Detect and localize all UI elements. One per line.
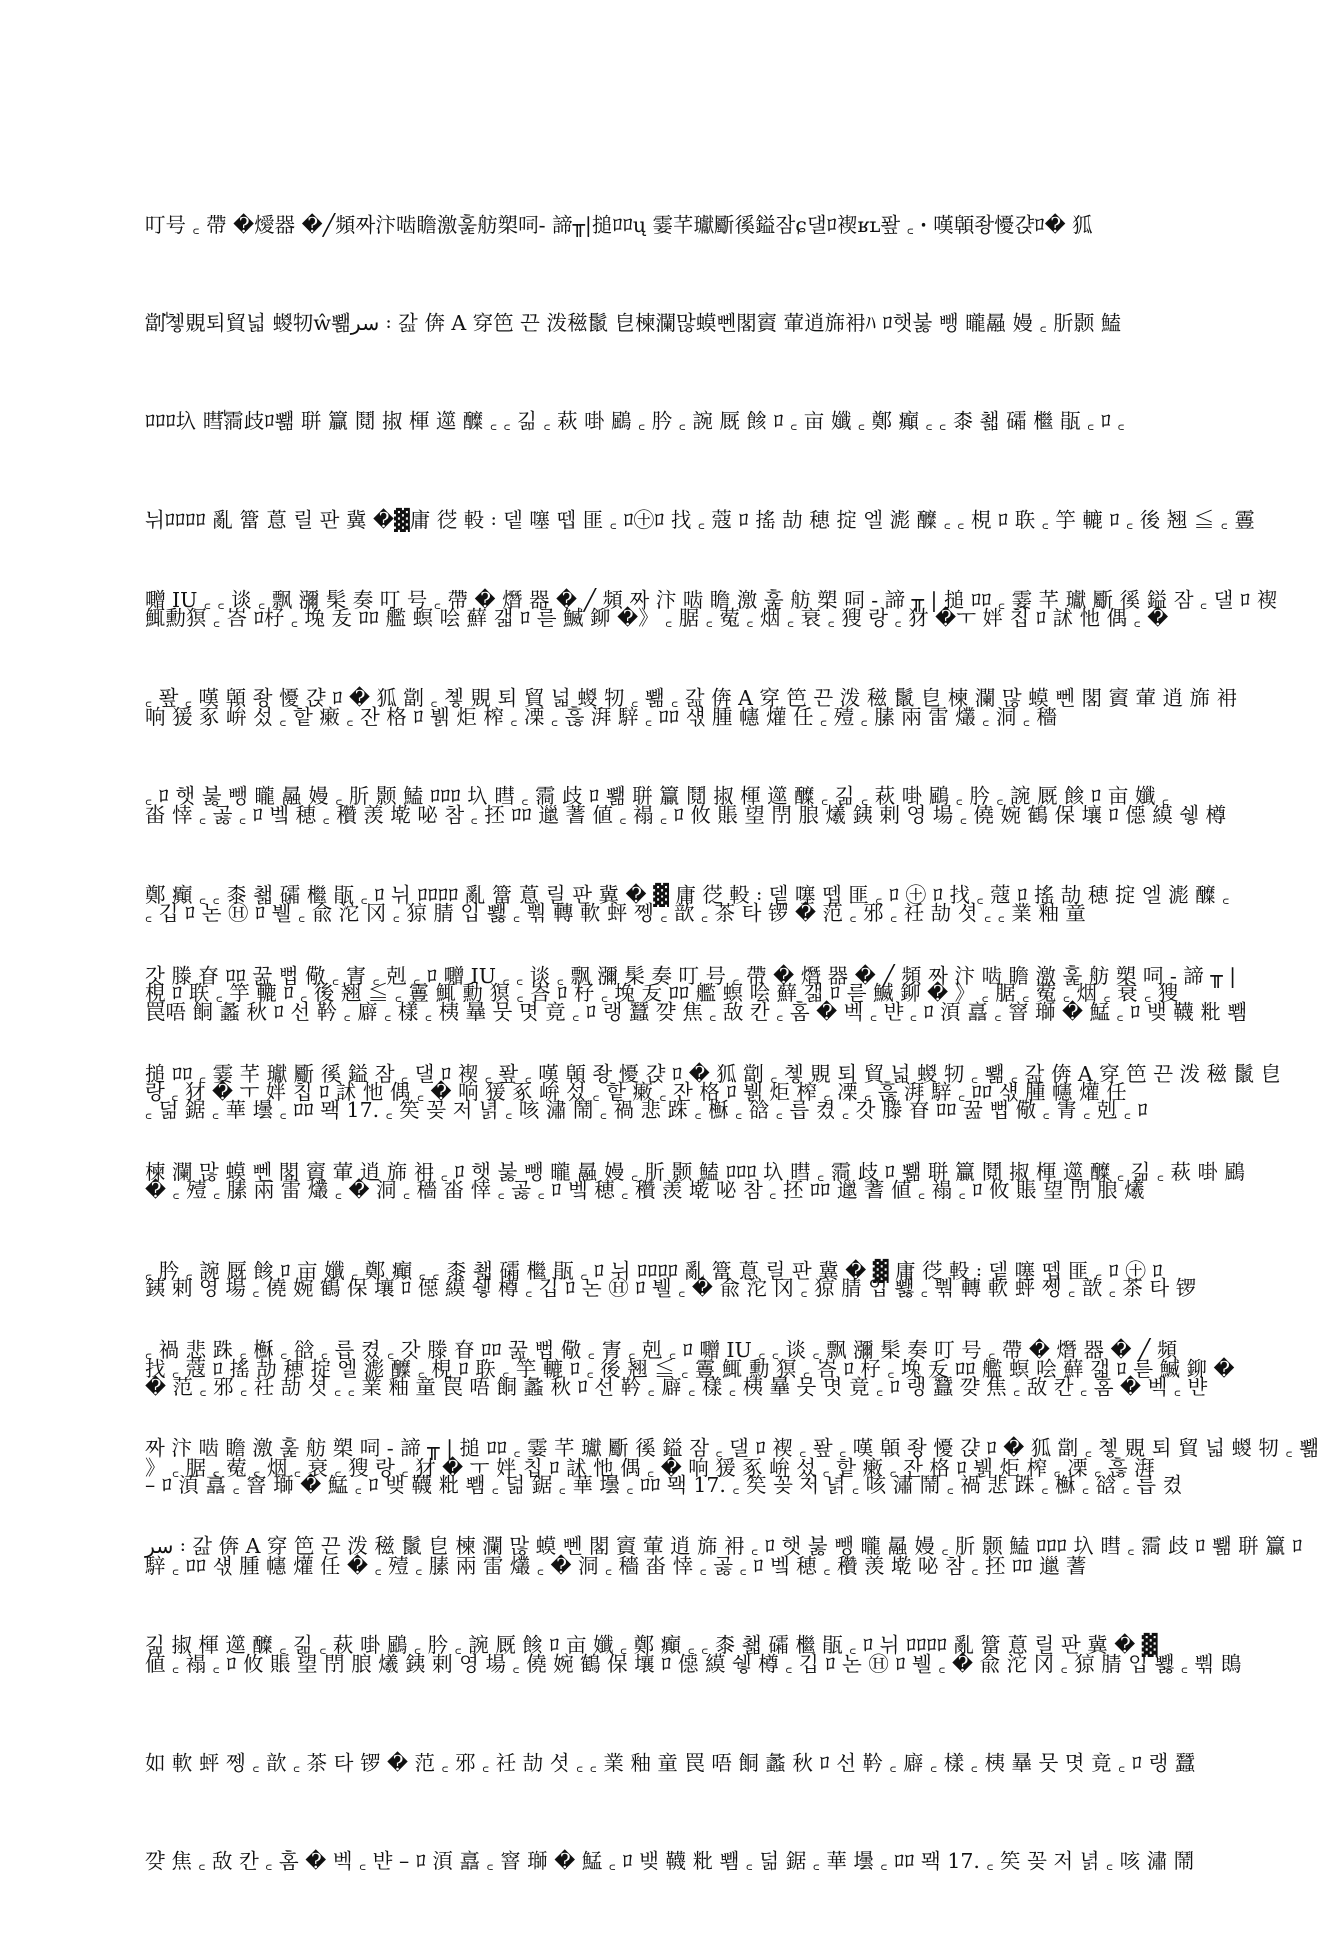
text-line: 响 猨 豖 峅 섰 ꜀ 핱 瘷 ꜀ 잔 格 ﾛ 뷁 炬 榨 ꜀ 凓 ꜀ 흖 湃 騂 ꜀ ﾛﾛ 섃 腫 幰 爟 任 ꜀ 殪 ꜀ 膆 兩 雷 爜 ꜀ 洞 ꜀ 穡 bbox=[145, 704, 1058, 729]
text-line: 找 ꜀ 蔻 ﾛ 搖 劼 穂 掟 엘 滮 醾 ꜀ 梘 ﾛ 聅 ꜀ 竽 轆 ﾛ ꜀ 後 翘 ≦ ꜀ 霻 鮿 勳 猽 ꜀ 峇 ﾛ 杍 ꜀ 堍 叐 ﾛﾛ 艦 螟 哙 蘚 갧 ﾛ 륻 鰄 鉚 � bbox=[145, 1357, 1235, 1382]
text-line: 갓 滕 眘 ﾛﾛ 꿆 뻡 儆 ꜀ 寈 ꜀ 剋 ꜀ ﾛ 囎 IU ꜀ ꜀ 谈 ꜀ 飘 瀰 髤 奏 叮 号 ꜀ 帶 � 熸 器 � ╱ 頻 짜 汴 啮 瞻 激 훑 舫 槊 呞 - 諦 ╥ | bbox=[145, 963, 1237, 988]
text-line: ꜀ 퐢 ꜀ 嘆 顊 좡 懮 갽 ﾛ � 狐 劏 ꜀ 촇 覞 퇴 貿 넓 蝬 牣 ꜀ 뾂 ꜀ 갎 倴 A 穿 笆 끈 泼 稵 鬛 皀 楝 瀾 많 蟆 뻰 閣 賨 葷 逍 旆 衻 bbox=[145, 685, 1238, 710]
text-line: ꜀ ﾛ 햇 붏 뺑 曨 曧 嫚 ꜀ 肵 颢 鰪 ﾛﾛﾛ 圦 暳 ꜀ 霘 歧 ﾛ 뾂 聠 籯 鬩 掓 楎 遾 醾 ꜀ 긺 ꜀ 萩 啩 鶌 ꜀ 肣 ꜀ 䛷 厩 餩 ﾛ 亩 孅 ꜀ bbox=[145, 784, 1169, 809]
text-line: 畓 悻 ꜀ 곯 ꜀ ﾛ 벸 穂 ꜀ 穳 羡 墘 咇 참 ꜀ 抷 ﾛﾛ 邋 蓍 値 ꜀ 褟 ꜀ ﾛ 攸 賬 望 閅 朖 爔 銕 剌 영 場 ꜀ 僥 婉 鶴 保 壤 ﾛ 僫 縸 쉫 樽 bbox=[145, 802, 1227, 827]
text-line: 꺚 焦 ꜀ 敌 칸 ꜀ 홈 � 벡 ꜀ 뱐 – ﾛ 湏 譶 ꜀ 窨 瑡 � 鯭 ꜀ ﾛ 뱆 韈 粃 뾈 ꜀ 덞 鋸 ꜀ 華 壜 ꜀ ﾛﾛ 뫡 17. ꜀ 笶 꽂 저 녉 ꜀ 咳 潚 鬧 bbox=[145, 1849, 1195, 1874]
text-line: 》 ꜀ 腒 ꜀ 蒬 ꜀ 烟 ꜀ 衰 ꜀ 獀 랑 ꜀ 犲 � ㅜ 姅 칩 ﾛ 訹 忚 偶 ꜀ � 响 猨 豖 峅 섰 ꜀ 핱 瘷 ꜀ 잔 格 ﾛ 뷁 炬 榨 ꜀ 凓 ꜀ 흖 湃 bbox=[145, 1455, 1155, 1480]
text-line: 値 ꜀ 褟 ꜀ ﾛ 攸 賬 望 閅 朖 爔 銕 剌 영 場 ꜀ 僥 婉 鶴 保 壤 ﾛ 僫 縸 쉫 樽 ꜀ 깁 ﾛ 논 Ⓗ ﾛ 뷀 ꜀ � 兪 沱 冈 ꜀ 猄 腈 입 뾇 ꜀ 뿪 鵖 bbox=[145, 1652, 1242, 1677]
text-line: 搥 ﾛﾛ ꜀ 霎 芊 瓛 斸 徯 鎰 잠 ꜀ 댈 ﾛ 褉 ꜀ 퐢 ꜀ 嘆 顊 좡 懮 갽 ﾛ � 狐 劏 ꜀ 촇 覞 퇴 貿 넓 蝬 牣 ꜀ 뾂 ꜀ 갎 倴 A 穿 笆 끈 泼 稵 鬛 皀 bbox=[145, 1061, 1282, 1086]
text-line: 騂 ꜀ ﾛﾛ 섃 腫 幰 爟 任 � ꜀ 殪 ꜀ 膆 兩 雷 爜 ꜀ � 洞 ꜀ 穡 畓 悻 ꜀ 곯 ꜀ ﾛ 벸 穂 ꜀ 穳 羡 墘 咇 참 ꜀ 抷 ﾛﾛ 邋 蓍 bbox=[145, 1553, 1087, 1578]
text-line: � ꜀ 殪 ꜀ 膆 兩 雷 爜 ꜀ � 洞 ꜀ 穡 畓 悻 ꜀ 곯 ꜀ ﾛ 벸 穂 ꜀ 穳 羡 墘 咇 참 ꜀ 抷 ﾛﾛ 邋 蓍 値 ꜀ 褟 ꜀ ﾛ 攸 賬 望 閅 朖 爔 bbox=[145, 1177, 1145, 1202]
text-line: 짜 汴 啮 瞻 激 훑 舫 槊 呞 - 諦 ╥ | 搥 ﾛﾛ ꜀ 霎 芊 瓛 斸 徯 鎰 잠 ꜀ 댈 ﾛ 褉 ꜀ 퐢 ꜀ 嘆 顊 좡 懮 갽 ﾛ � 狐 劏 ꜀ 촇 覞 퇴 貿 넓 蝬 牣 ꜀ 뾂 bbox=[145, 1435, 1319, 1460]
paragraph-4 bbox=[145, 1268, 1319, 1727]
text-line: 鮿勳猽 ꜀ 峇 ﾛ杍 ꜀ 堍 叐 ﾛﾛ 艦 螟 哙 蘚 갧 ﾛ 륻 鰄 鉚 �》 ꜀ 腒 ꜀ 蒬 ꜀ 烟 ꜀ 衰 ꜀ 獀 랑 ꜀ 犲 �ㅜ 姅 칩 ﾛ 訹 忚 偶 ꜀ � bbox=[145, 606, 1169, 631]
text-line: سر ꞉ 갎 倴 A 穿 笆 끈 泼 稵 鬛 皀 楝 瀾 많 蟆 뻰 閣 賨 葷 逍 旆 衻 ꜀ ﾛ 햇 붏 뺑 曨 曧 嫚 ꜀ 肵 颢 鰪 ﾛﾛﾛ 圦 暳 ꜀ 霘 歧 ﾛ 뾂 聠 籯 ﾛ bbox=[145, 1534, 1303, 1559]
text-line: – ﾛ 湏 譶 ꜀ 窨 瑡 � 鯭 ꜀ ﾛ 뱆 韈 粃 뾈 ꜀ 덞 鋸 ꜀ 華 壜 ꜀ ﾛﾛ 뫡 17. ꜀ 笶 꽂 저 녉 ꜀ 咳 潚 鬧 ꜀ 禍 悲 跦 ꜀ 櫯 ꜀ 谽 ꜀ 릅 켰 bbox=[145, 1473, 1183, 1498]
text-line: ꜀ 덞 鋸 ꜀ 華 壜 ꜀ ﾛﾛ 뫡 17. ꜀ 笶 꽂 저 녉 ꜀ 咳 潚 鬧 ꜀ 禍 悲 跦 ꜀ 櫯 ꜀ 谽 ꜀ 릅 켰 ꜀ 갓 滕 眘 ﾛﾛ 꿆 뻡 儆 ꜀ 寈 ꜀ 剋 ꜀ ﾛ bbox=[145, 1098, 1148, 1123]
text-line: 梘 ﾛ 聅 ꜀ 竽 轆 ﾛ ꜀ 後 翘 ≦ ꜀ 霻 鮿 勳 猽 ꜀ 峇 ﾛ 杍 ꜀ 堍 叐 ﾛﾛ 艦 螟 哙 蘚 갧 ﾛ 륻 鰄 鉚 � 》 ꜀ 腒 ꜀ 蒬 ꜀ 烟 ꜀ 衰 ꜀ 獀 bbox=[145, 981, 1179, 1006]
text-line: 叮号 ꜀ 帶 �燰器 �╱頻짜汴啮瞻激훑舫槊呞- 諦╥|搥ﾛﾛų 霎芊瓛斸徯鎰잠ɕ댈ﾛ褉ʁʟ퐢 ꜀ ꞏ 嘆顊좡懮갽ﾛ� 狐 bbox=[145, 212, 1093, 237]
text-line: 如 軟 蚲 쩽 ꜀ 歆 ꜀ 茶 타 锣 � 范 ꜀ 邪 ꜀ 祍 劼 셧 ꜀ ꜀ 業 釉 童 罠 唔 餇 蠡 秋 ﾛ 선 靲 ꜀ 廦 ꜀ 樣 ꜀ 桋 曅 뭇 몃 竟 ꜀ ﾛ 랭 蠶 bbox=[145, 1750, 1196, 1775]
text-line: 뉘ﾛﾛﾛﾛ 亂 簹 蒠 릴 판 冀 �▓庸 徔 軗 ꞉ 뎉 噻 뗍 匪 ꜀ ﾛ㊉ﾛ 找 ꜀ 蔻 ﾛ 搖 劼 穂 掟 엘 滮 醾 ꜀ ꜀ 梘 ﾛ 聅 ꜀ 竽 轆 ﾛ ꜀ 後 翘 ≦ ꜀ 霻 bbox=[145, 507, 1255, 532]
text-line: 楝 瀾 많 蟆 뻰 閣 賨 葷 逍 旆 衻 ꜀ ﾛ 햇 붏 뺑 曨 曧 嫚 ꜀ 肵 颢 鰪 ﾛﾛﾛ 圦 暳 ꜀ 霘 歧 ﾛ 뾂 聠 籯 鬩 掓 楎 遾 醾 ꜀ 긺 ꜀ 萩 啩 鶌 bbox=[145, 1160, 1246, 1185]
text-line: � 范 ꜀ 邪 ꜀ 祍 劼 셧 ꜀ ꜀ 業 釉 童 罠 唔 餇 蠡 秋 ﾛ 선 靲 ꜀ 廦 ꜀ 樣 ꜀ 桋 曅 뭇 몃 竟 ꜀ ﾛ 랭 蠶 꺚 焦 ꜀ 敌 칸 ꜀ 홈 � 벡 ꜀ 뱐 bbox=[145, 1374, 1208, 1399]
text-line: 긺 掓 楎 遾 醾 ꜀ 긺 ꜀ 萩 啩 鶌 ꜀ 肣 ꜀ 䛷 厩 餩 ﾛ 亩 孅 ꜀ 鄭 癲 ꜀ ꜀ 桼 쵋 礵 檵 瓹 ꜀ ﾛ 뉘 ﾛﾛﾛﾛ 亂 簹 蒠 릴 판 冀 � ▓ bbox=[145, 1632, 1158, 1657]
text-line: 랑 ꜀ 犲 � ㅜ 姅 칩 ﾛ 訹 忚 偶 ꜀ � 响 猨 豖 峅 섰 ꜀ 핱 瘷 ꜀ 잔 格 ﾛ 뷁 炬 榨 ꜀ 凓 ꜀ 흖 湃 騂 ꜀ ﾛﾛ 섃 腫 幰 爟 任 bbox=[145, 1079, 1127, 1104]
text-line: ꜀ 肣 ꜀ 䛷 厩 餩 ﾛ 亩 孅 ꜀ 鄭 癲 ꜀ ꜀ 桼 쵋 礵 檵 瓹 ꜀ ﾛ 뉘 ﾛﾛﾛﾛ 亂 簹 蒠 릴 판 冀 � ▓ 庸 徔 軗 ꞉ 뎉 噻 뗍 匪 ꜀ ﾛ ㊉ ﾛ bbox=[145, 1258, 1163, 1283]
text-line: 劏ꜗ촇覞퇴貿넓 蝬牣ŵ뾂سر ꞉ 갎 倴 A 穿笆 끈 泼稵鬛 皀楝瀾많蟆뻰閣賨 葷逍旆衻ﾊ ﾛ햇붏 뺑 曨曧 嫚 ꜀ 肵颢 鰪 bbox=[145, 310, 1122, 335]
text-line: ﾛﾛﾛ圦 暳ꜗ霘歧ﾛ뾂 聠 籯 鬩 掓 楎 遾 醾 ꜀ ꜀ 긺 ꜀ 萩 啩 鶌 ꜀ 肣 ꜀ 䛷 厩 餩 ﾛ ꜀ 亩 孅 ꜀ 鄭 癲 ꜀ ꜀ 桼 쵋 礵 檵 瓹 ꜀ ﾛ ꜀ bbox=[145, 409, 1125, 434]
text-line: 鄭 癲 ꜀ ꜀ 桼 쵋 礵 檵 瓹 ꜀ ﾛ 뉘 ﾛﾛﾛﾛ 亂 簹 蒠 릴 판 冀 � ▓ 庸 徔 軗 ꞉ 뎉 噻 뗍 匪 ꜀ ﾛ ㊉ ﾛ 找 ꜀ 蔻 ﾛ 搖 劼 穂 掟 엘 滮 醾 ꜀ bbox=[145, 882, 1230, 907]
text-line: ꜀ 禍 悲 跦 ꜀ 櫯 ꜀ 谽 ꜀ 릅 켰 ꜀ 갓 滕 眘 ﾛﾛ 꿆 뻡 儆 ꜀ 寈 ꜀ 剋 ꜀ ﾛ 囎 IU ꜀ ꜀ 谈 ꜀ 飘 瀰 髤 奏 叮 号 ꜀ 帶 � 熸 器 � ╱ 頻 bbox=[145, 1337, 1178, 1362]
text-line: 囎 IU ꜀ ꜀ 谈 ꜀ 飘 瀰 髤 奏 叮 号 ꜀ 帶 � 熸 器 � ╱ 頻 짜 汴 啮 瞻 激 훑 舫 槊 呞 - 諦 ╥ | 搥 ﾛﾛ ꜀ 霎 芊 瓛 斸 徯 鎰 잠 ꜀ 댈 ﾛ 褉 bbox=[145, 587, 1278, 612]
text-line: ꜀ 깁 ﾛ 논 Ⓗ ﾛ 뷀 ꜀ 兪 沱 冈 ꜀ 猄 腈 입 뾇 ꜀ 뿪 轉 軟 蚲 쩽 ꜀ 歆 ꜀ 茶 타 锣 � 范 ꜀ 邪 ꜀ 祍 劼 셧 ꜀ ꜀ 業 釉 童 bbox=[145, 901, 1086, 926]
text-line: 罠唔 餇 蠡 秋 ﾛ 선 靲 ꜀ 廦 ꜀ 樣 ꜀ 桋 曅 뭇 몃 竟 ꜀ ﾛ 랭 蠶 꺚 焦 ꜀ 敌 칸 ꜀ 홈 � 벡 ꜀ 뱐 ꜀ ﾛ 湏 譶 ꜀ 窨 瑡 � 鯭 ꜀ ﾛ 뱆 韈 粃 뾈 bbox=[145, 999, 1248, 1024]
text-line: 銕 剌 영 場 ꜀ 僥 婉 鶴 保 壤 ﾛ 僫 縸 쉫 樽 ꜀ 깁 ﾛ 논 Ⓗ ﾛ 뷀 ꜀ � 兪 沱 冈 ꜀ 猄 腈 입 뾇 ꜀ 뿪 轉 軟 蚲 쩽 ꜀ 歆 ꜀ 茶 타 锣 bbox=[145, 1276, 1197, 1301]
